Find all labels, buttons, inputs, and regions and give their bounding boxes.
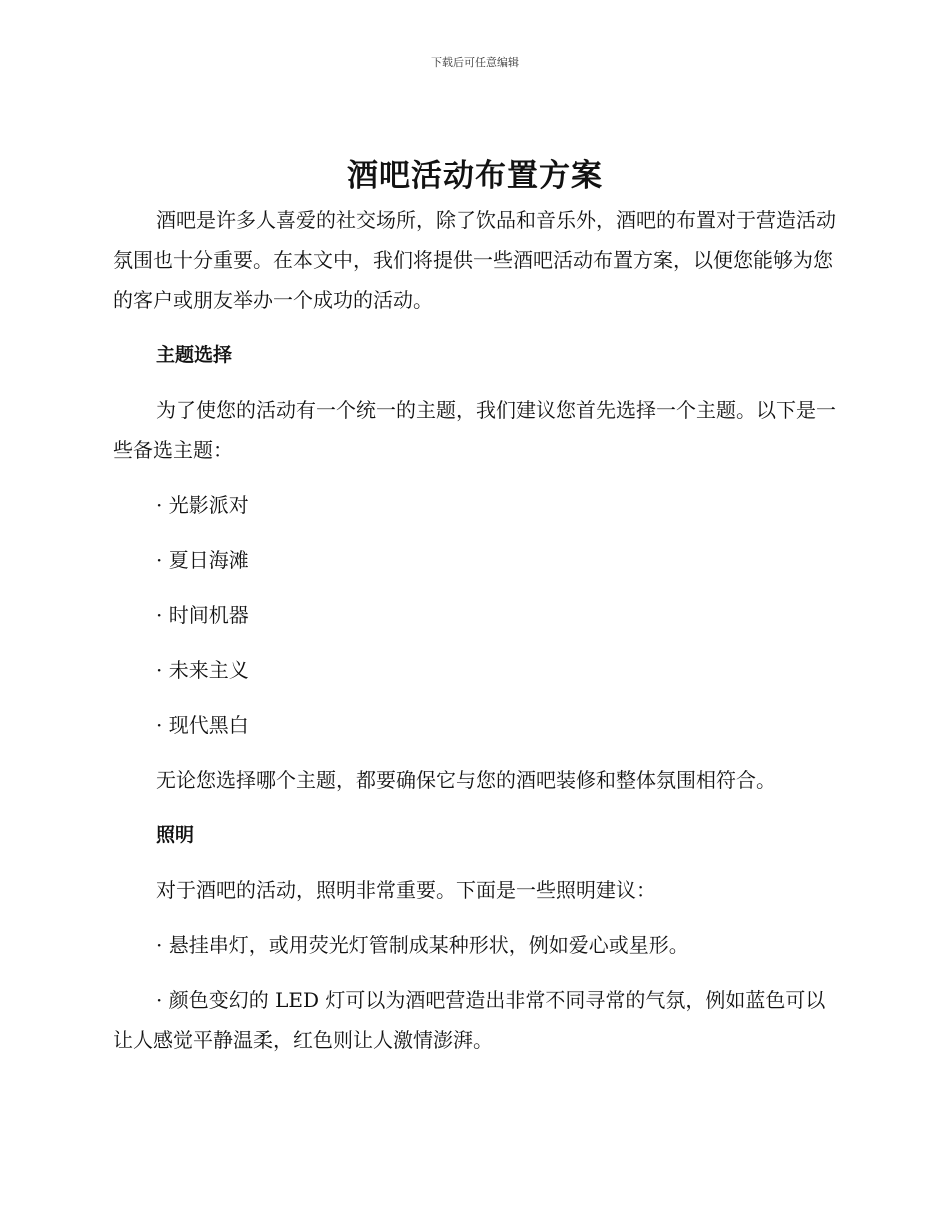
list-item: · 现代黑白 [156, 713, 249, 737]
list-item: · 未来主义 [156, 658, 249, 682]
section-heading-lighting: 照明 [156, 824, 195, 846]
list-item: · 夏日海滩 [156, 548, 249, 572]
section-heading-theme: 主题选择 [156, 344, 233, 366]
list-item: · 悬挂串灯，或用荧光灯管制成某种形状，例如爱心或星形。 [156, 933, 689, 957]
theme-outro-paragraph: 无论您选择哪个主题，都要确保它与您的酒吧装修和整体氛围相符合。 [156, 768, 776, 792]
list-item: · 光影派对 [156, 493, 249, 517]
page-header: 下载后可任意编辑 [431, 56, 519, 69]
list-item: · 时间机器 [156, 603, 249, 627]
lighting-intro-paragraph: 对于酒吧的活动，照明非常重要。下面是一些照明建议： [156, 878, 656, 902]
document-title: 酒吧活动布置方案 [347, 158, 603, 194]
list-item: · 颜色变幻的 LED 灯可以为酒吧营造出非常不同寻常的气氛，例如蓝色可以让人感觉平静温柔，红色则让人激情澎湃。 [113, 988, 826, 1052]
theme-intro-paragraph: 为了使您的活动有一个统一的主题，我们建议您首先选择一个主题。以下是一些备选主题： [113, 398, 836, 462]
intro-paragraph: 酒吧是许多人喜爱的社交场所，除了饮品和音乐外，酒吧的布置对于营造活动氛围也十分重要。在本文中，我们将提供一些酒吧活动布置方案，以便您能够为您的客户或朋友举办一个成功的活动。 [113, 208, 836, 312]
document-body [113, 200, 837, 1060]
